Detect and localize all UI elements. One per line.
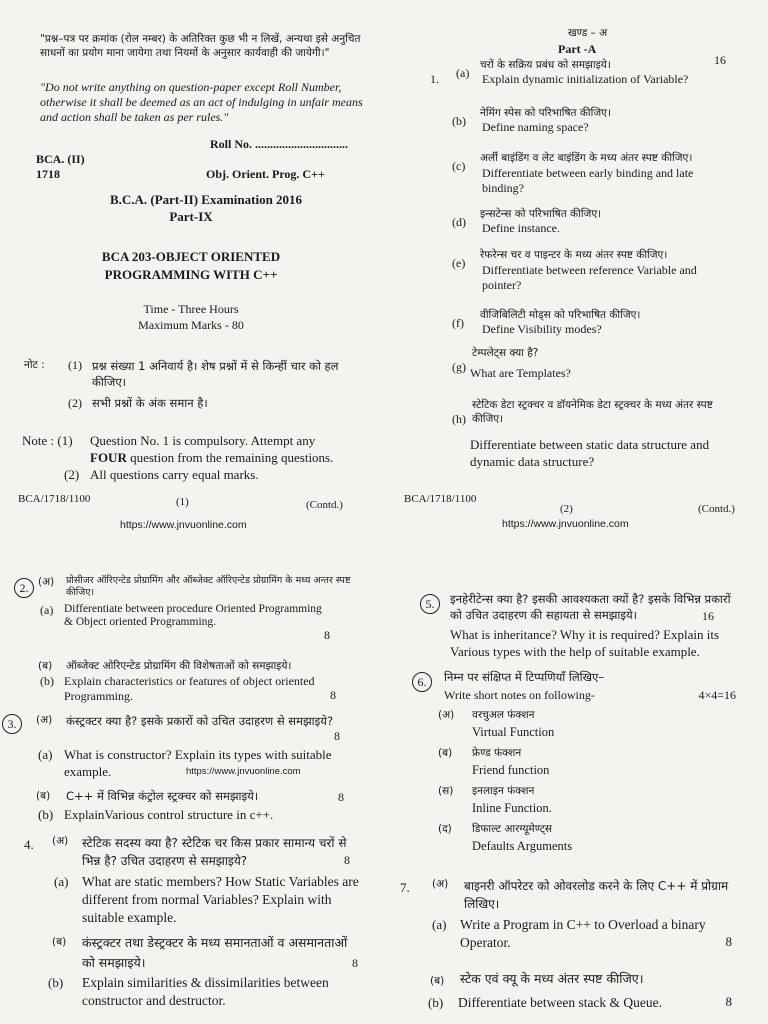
question-1-item-english: Differentiate between reference Variable and pointer?: [482, 263, 697, 292]
footer-contd-2: (Contd.): [698, 503, 735, 515]
question-1-item-english: Differentiate between static data structure and dynamic data structure?: [470, 437, 710, 469]
q3b-hindi: C++ में विभिन्न कंट्रोल स्ट्रक्चर को समझाइये।: [66, 789, 259, 803]
q3b-id: (b): [38, 807, 54, 822]
q4a-hindi: स्टेटिक सदस्य क्या है? स्टेटिक चर किस प्रकार सामान्य चरों से भिन्न है? उचित उदाहरण से समझाइये?: [82, 836, 347, 868]
question-1-item-hindi: अर्ली बाइंडिंग व लेट बाइंडिंग के मध्य अंतर स्पष्ट कीजिए।: [480, 152, 693, 164]
question-6-number: 6.: [412, 672, 432, 692]
q7a-english: Write a Program in C++ to Overload a binary Operator.: [460, 917, 706, 950]
question-1-item-id: (d): [452, 215, 466, 229]
q6-hindi: निम्न पर संक्षिप्त में टिप्पणियाँ लिखिए–: [444, 670, 605, 684]
roll-number-label: Roll No. ...............................: [210, 137, 348, 151]
q3a-id: (a): [38, 747, 53, 762]
q6-item-english: Virtual Function: [472, 725, 555, 739]
question-1-item-id: (e): [452, 256, 466, 270]
q6-english: Write short notes on following-: [444, 688, 595, 702]
question-1-item-hindi: नेमिंग स्पेस को परिभाषित कीजिए।: [480, 107, 611, 119]
question-1-item-hindi: वीजिबिलिटी मोड्स को परिभाषित कीजिए।: [480, 309, 641, 321]
q2b-marks: 8: [330, 688, 336, 702]
question-5-number: 5.: [420, 594, 440, 614]
question-1-item-id: (h): [452, 412, 466, 426]
note-hindi-1: प्रश्न संख्या 1 अनिवार्य है। शेष प्रश्नों में से किन्हीं चार को हल कीजिए।: [92, 359, 339, 389]
q4b-id: (b): [48, 975, 64, 990]
q3b-english: ExplainVarious control structure in c++.: [64, 807, 274, 822]
q7b-hindi: स्टेक एवं क्यू के मध्य अंतर स्पष्ट कीजिए।: [460, 971, 644, 986]
exam-title: B.C.A. (Part-II) Examination 2016: [109, 192, 303, 207]
q4a-english: What are static members? How Static Variables are different from normal Variables? Explain with suitable example.: [82, 874, 359, 925]
q7b-english: Differentiate between stack & Queue.: [458, 995, 663, 1010]
q3b-marks: 8: [338, 790, 344, 804]
paper-title-line-2: PROGRAMMING WITH C++: [104, 267, 278, 282]
question-1-item-english: Explain dynamic initialization of Variable?: [482, 72, 689, 86]
q7a-hindi: बाइनरी ऑपरेटर को ओवरलोड करने के लिए C++ में प्रोग्राम लिखिए।: [464, 879, 729, 911]
question-1-item-hindi: चरों के सक्रिय प्रबंध को समझाइये।: [480, 59, 611, 71]
q6-item-english: Defaults Arguments: [472, 839, 573, 853]
q4b-id-hindi: (ब): [52, 936, 67, 948]
note-hindi-label: नोट :: [24, 359, 45, 371]
section-part-a: Part -A: [558, 42, 597, 56]
question-1-item-id: (c): [452, 159, 466, 173]
q3a-id-hindi: (अ): [36, 714, 53, 726]
q6-marks: 4×4=16: [698, 688, 736, 702]
q2a-hindi: प्रोसीजर ऑरिएन्टेड प्रोग्रामिंग और ऑब्जेक्ट ऑरिएन्टेड प्रोग्रामिंग के मध्य अन्तर स्पष्ट कीजिए।: [66, 575, 351, 598]
note-english-1a: Question No. 1 is compulsory. Attempt any: [90, 433, 316, 448]
q6-item-english: Friend function: [472, 763, 550, 777]
q3a-marks: 8: [334, 729, 340, 743]
max-marks: Maximum Marks - 80: [138, 318, 244, 332]
q7b-id: (b): [428, 995, 444, 1010]
q6-item-hindi: फ्रेण्ड फंक्शन: [472, 747, 522, 759]
q5-marks: 16: [702, 609, 714, 623]
url-1[interactable]: https://www.jnvuonline.com: [120, 519, 247, 531]
exam-part: Part-IX: [169, 209, 213, 224]
q5-hindi: इनहेरीटेन्स क्या है? इसकी आवश्यकता क्यों है? इसके विभिन्न प्रकारों को उचित उदाहरण की सहायता से समझाइये।: [450, 592, 731, 622]
q4b-marks: 8: [352, 956, 358, 970]
q6-item-id: (ब): [438, 747, 453, 759]
q4a-id-hindi: (अ): [52, 835, 69, 847]
q7b-marks: 8: [725, 994, 732, 1009]
question-1-item-id: (g): [452, 360, 466, 374]
q4a-id: (a): [54, 874, 69, 889]
q5-english: What is inheritance? Why it is required? Explain its Various types with the help of suitable example.: [450, 627, 720, 659]
q4b-hindi: कंस्ट्रक्टर तथा डेस्ट्रक्टर के मध्य समानताओं व असमानताओं को समझाइये।: [82, 935, 348, 970]
question-1-item-english: Differentiate between early binding and late binding?: [482, 166, 694, 195]
question-1-item-english: What are Templates?: [470, 366, 571, 380]
q7a-id-hindi: (अ): [432, 878, 449, 890]
notice-hindi: "प्रश्न–पत्र पर क्रमांक (रोल नम्बर) के अतिरिक्त कुछ भी न लिखें, अन्यथा इसे अनुचित साधनों का प्रयोग माना जायेगा तथा नियमों के अनुसार कार्यवाही की जायेगी।": [40, 33, 361, 59]
question-1-item-hindi: टेम्पलेट्स क्या है?: [472, 347, 539, 359]
q6-item-id: (द): [438, 823, 452, 835]
q2a-id: (a): [40, 603, 54, 617]
q3b-id-hindi: (ब): [36, 790, 51, 802]
note-english-four: FOUR: [90, 450, 127, 465]
question-1-item-english: Define Visibility modes?: [482, 322, 602, 336]
question-1-item-hindi: रेफरेन्स चर व पाइन्टर के मध्य अंतर स्पष्ट कीजिए।: [480, 249, 668, 261]
notice-english: "Do not write anything on question-paper except Roll Number, otherwise it shall be deemed as an act of indulging in unfair means and action shall be taken as per rules.": [40, 80, 363, 124]
course-label: BCA. (II): [36, 152, 85, 166]
q3a-english: What is constructor? Explain its types with suitable example.: [64, 747, 332, 779]
question-1-number: 1.: [430, 72, 439, 86]
note-english-2-number: (2): [64, 467, 80, 482]
note-hindi-2: सभी प्रश्नों के अंक समान है।: [92, 396, 208, 410]
paper-code: 1718: [36, 167, 60, 181]
q2a-id-hindi: (अ): [38, 576, 55, 588]
q7a-marks: 8: [725, 934, 732, 949]
question-1-item-id: (b): [452, 114, 466, 128]
q3a-url[interactable]: https://www.jnvuonline.com: [186, 766, 301, 777]
q6-item-english: Inline Function.: [472, 801, 552, 815]
footer-page-2: (2): [560, 503, 573, 515]
section-khand: खण्ड – अ: [568, 27, 608, 39]
q2b-hindi: ऑब्जेक्ट ओरिएन्टेड प्रोग्रामिंग की विशेषताओं को समझाइये।: [66, 660, 292, 672]
q3a-hindi: कंस्ट्रक्टर क्या है? इसके प्रकारों को उचित उदाहरण से समझाइये?: [66, 714, 334, 728]
question-1-item-hindi: स्टेटिक डेटा स्ट्रक्चर व डॉयनेमिक डेटा स्ट्रक्चर के मध्य अंतर स्पष्ट कीजिए।: [472, 399, 713, 425]
q6-item-id: (स): [438, 785, 454, 797]
q6-item-hindi: वरचुअल फंक्शन: [472, 709, 535, 721]
q6-item-hindi: डिफाल्ट आरग्यूमेण्ट्स: [472, 823, 552, 835]
footer-page-1: (1): [176, 496, 189, 508]
note-hindi-1-number: (1): [68, 358, 82, 372]
q7a-id: (a): [432, 917, 447, 932]
footer-code-2: BCA/1718/1100: [404, 493, 477, 505]
question-1-marks: 16: [714, 53, 726, 67]
q2b-id: (b): [40, 674, 54, 688]
question-3-number: 3.: [2, 714, 22, 734]
note-english-label: Note : (1): [22, 433, 73, 448]
q4a-marks: 8: [344, 853, 350, 867]
q6-item-hindi: इनलाइन फंक्शन: [472, 785, 535, 797]
q6-item-id: (अ): [438, 709, 455, 721]
exam-time: Time - Three Hours: [143, 302, 239, 316]
q2a-english: Differentiate between procedure Oriented Programming & Object oriented Programming.: [64, 603, 322, 628]
question-2-number: 2.: [14, 578, 34, 598]
question-1-item-hindi: इन्सटेन्स को परिभाषित कीजिए।: [480, 208, 602, 220]
note-english-2: All questions carry equal marks.: [90, 467, 259, 482]
footer-contd-1: (Contd.): [306, 499, 343, 511]
question-1-item-id: (f): [452, 316, 464, 330]
question-7-number: 7.: [400, 880, 410, 895]
subject-short: Obj. Orient. Prog. C++: [206, 167, 325, 181]
footer-code-1: BCA/1718/1100: [18, 493, 91, 505]
question-4-number: 4.: [24, 837, 34, 852]
question-1-item-english: Define instance.: [482, 221, 560, 235]
url-2[interactable]: https://www.jnvuonline.com: [502, 518, 629, 530]
question-1-item-id: (a): [456, 66, 470, 80]
question-1-item-english: Define naming space?: [482, 120, 589, 134]
note-english-1b: [90, 449, 333, 466]
note-english-1b-rest: question from the remaining questions.: [126, 450, 334, 465]
q4b-english: Explain similarities & dissimilarities between constructor and destructor.: [82, 975, 329, 1008]
note-hindi-2-number: (2): [68, 396, 82, 410]
q7b-id-hindi: (ब): [430, 975, 445, 987]
paper-title-line-1: BCA 203-OBJECT ORIENTED: [101, 249, 281, 264]
q2b-english: Explain characteristics or features of object oriented Programming.: [64, 674, 315, 703]
q2a-marks: 8: [324, 628, 330, 642]
q2b-id-hindi: (ब): [38, 660, 53, 672]
